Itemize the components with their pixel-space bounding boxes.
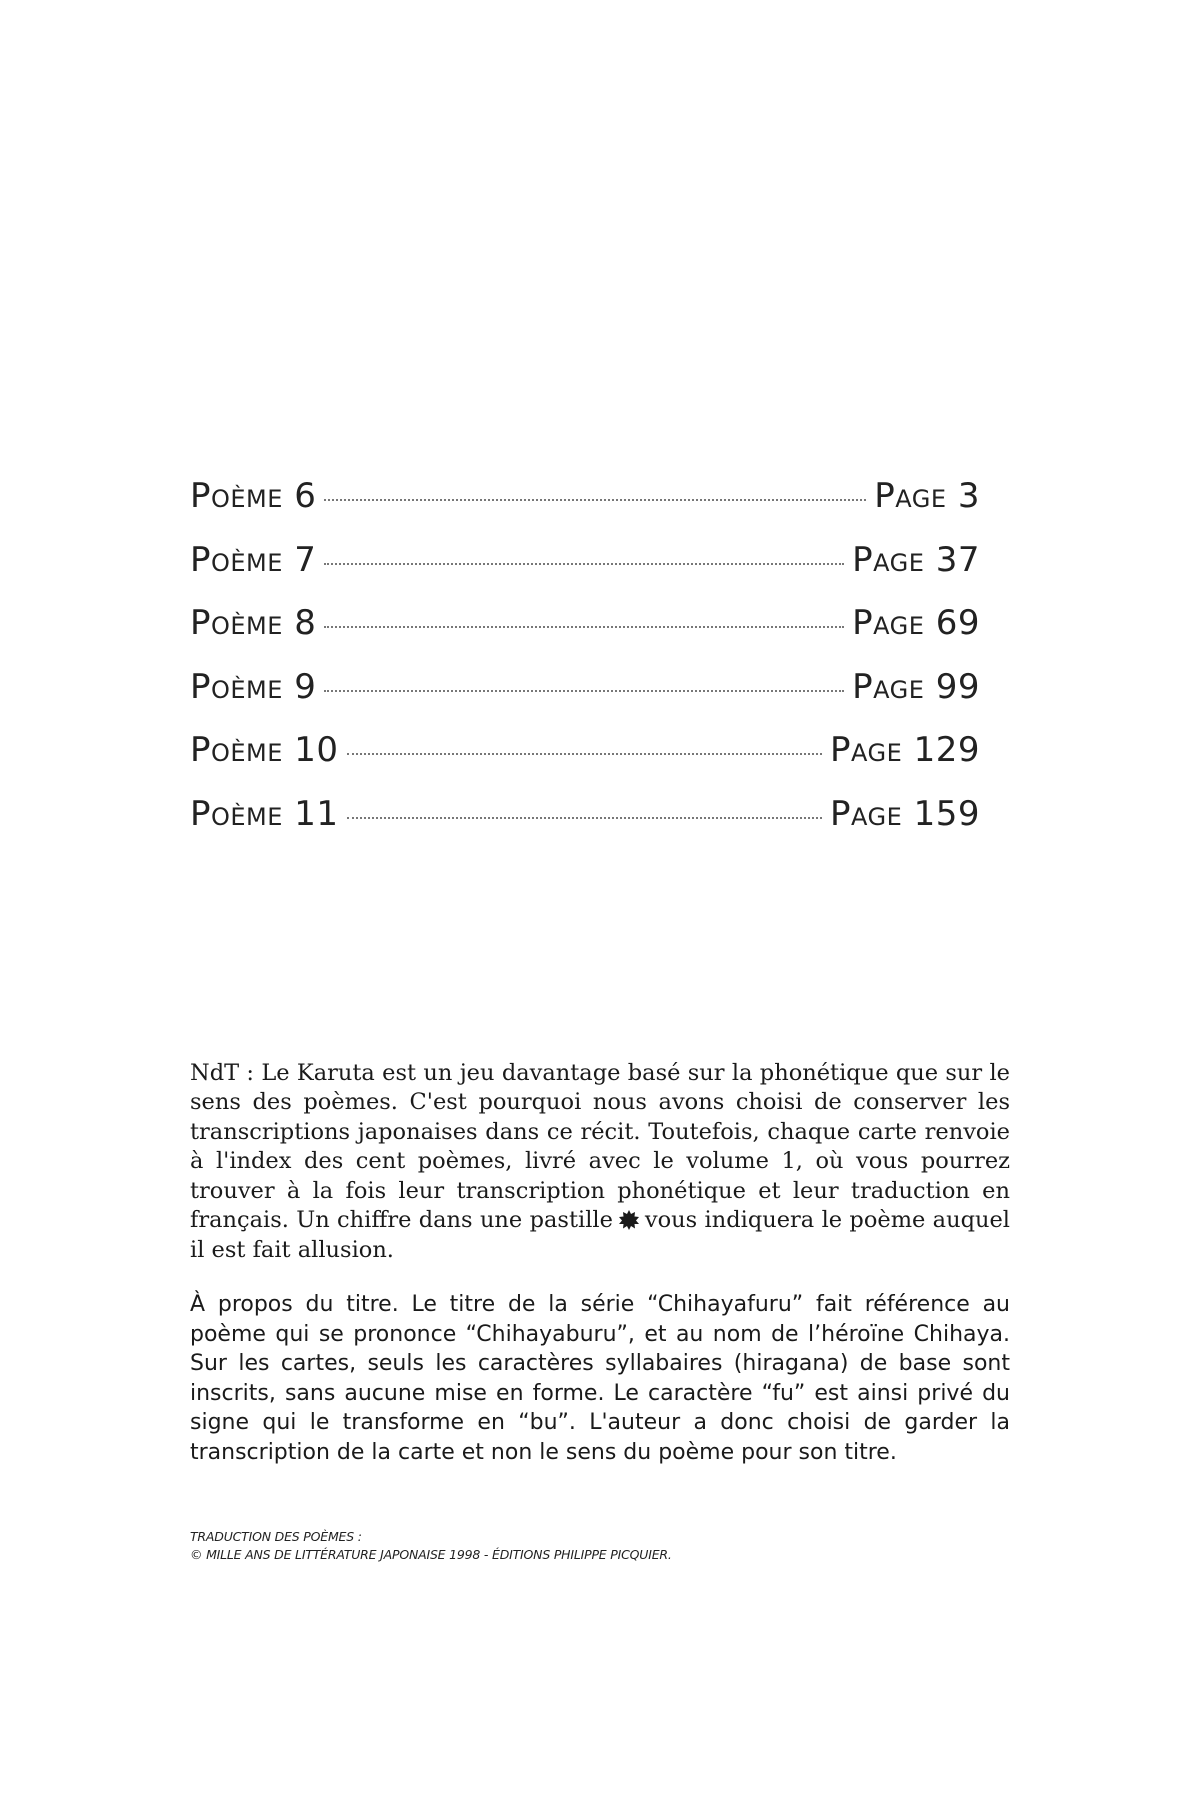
toc-row (190, 667, 980, 731)
table-of-contents (190, 476, 980, 857)
translator-note-text: NdT : Le Karuta est un jeu davantage basé sur la phonétique que sur le sens des poèmes. C'est pourquoi nous avons choisi de conserver les transcriptions japonaises dans ce récit. Toutefois, chaque carte renvoie à l'index des cent poèmes, livré avec le volume 1, où vous pourrez trouver à la fois leur transcription phonétique et leur traduction en français. Un chiffre dans une pastille (190, 1059, 1010, 1233)
toc-page-number: Page 37 (852, 539, 980, 580)
toc-poem-label: Poème 8 (190, 603, 317, 643)
credits-line: © MILLE ANS DE LITTÉRATURE JAPONAISE 1998 - ÉDITIONS PHILIPPE PICQUIER. (190, 1547, 672, 1562)
title-note: À propos du titre. Le titre de la série “Chihayafuru” fait référence au poème qui se prononce “Chihayaburu”, et au nom de l’héroïne Chihaya. Sur les cartes, seuls les caractères syllabaires (hiragana) de base sont inscrits, sans aucune mise en forme. Le caractère “fu” est ainsi privé du signe qui le transforme en “bu”. L'auteur a donc choisi de garder la transcription de la carte et non le sens du poème pour son titre. (190, 1292, 1010, 1465)
toc-poem-label: Poème 11 (190, 793, 339, 834)
credits (190, 1528, 672, 1564)
toc-page-number: Page 129 (830, 730, 980, 770)
toc-dot-leader (347, 753, 823, 755)
starburst-badge-icon (619, 1209, 639, 1229)
toc-row (190, 730, 980, 794)
credits-line: TRADUCTION DES POÈMES : (190, 1529, 362, 1544)
toc-dot-leader (324, 499, 866, 501)
toc-page-number: Page 99 (852, 666, 980, 707)
toc-dot-leader (324, 690, 844, 692)
toc-page-number: Page 3 (874, 476, 980, 516)
translator-note-text-end: vous indiquera le poème auquel il est fait allusion. (190, 1207, 1010, 1263)
toc-dot-leader (324, 626, 844, 628)
toc-poem-label: Poème 7 (190, 539, 317, 580)
toc-dot-leader (324, 563, 844, 565)
toc-row (190, 794, 980, 858)
toc-dot-leader (347, 817, 823, 819)
toc-row (190, 476, 980, 540)
toc-poem-label: Poème 9 (190, 666, 317, 707)
translator-note (190, 1059, 1010, 1266)
toc-row (190, 540, 980, 604)
toc-row (190, 603, 980, 667)
toc-poem-label: Poème 6 (190, 476, 317, 516)
toc-page-number: Page 159 (830, 793, 980, 834)
toc-poem-label: Poème 10 (190, 730, 339, 770)
toc-page-number: Page 69 (852, 603, 980, 643)
